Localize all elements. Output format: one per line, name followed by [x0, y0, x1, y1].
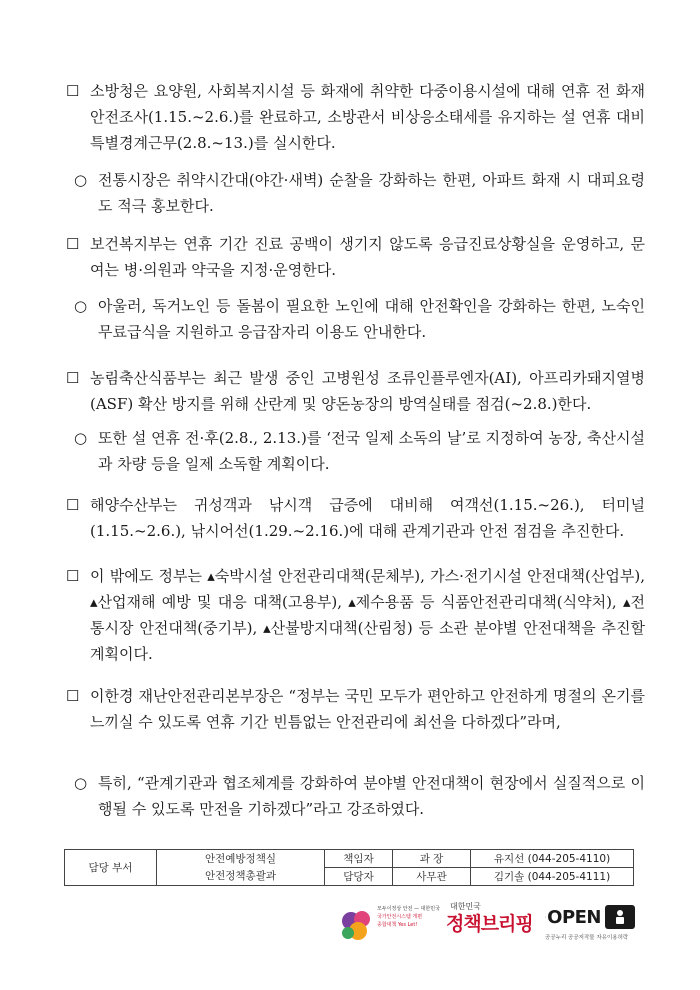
- paragraph-text: 해양수산부는 귀성객과 낚시객 급증에 대비해 여객선(1.15.~26.), 터미널(1.15.~2.6.), 낚시어선(1.29.~2.16.)에 대해 관계기관과 안전 점검을 추진한다.: [90, 496, 645, 540]
- campaign-text-line: 국가안전시스템 개편: [377, 914, 423, 920]
- square-bullet-icon: ☐: [66, 235, 80, 253]
- paragraph-other-measures: [60, 563, 645, 667]
- paragraph-agriculture: [60, 365, 645, 417]
- campaign-text-line: 모두이정상 안전 — 대한민국: [377, 906, 440, 912]
- dept-label-cell: 담당 부서: [65, 850, 157, 886]
- paragraph-traditional-market: [68, 167, 645, 219]
- policy-briefing-logo: [446, 901, 538, 949]
- campaign-emblem-icon: [340, 909, 374, 943]
- dept-name-line: 안전예방정책실: [204, 852, 276, 865]
- paragraph-health-welfare: [60, 231, 645, 283]
- paragraph-text: 이 밖에도 정부는 ▴숙박시설 안전관리대책(문체부), 가스·전기시설 안전대책(산업부), ▴산업재해 예방 및 대응 대책(고용부), ▴제수용품 등 식품안전관리대책(식약처), ▴전통시장 안전대책(중기부), ▴산불방지대책(산림청) 등 소관 분야별 안전대책을 추진할 계획이다.: [90, 567, 645, 663]
- paragraph-text: 전통시장은 취약시간대(야간·새벽) 순찰을 강화하는 한편, 아파트 화재 시 대피요령도 적극 홍보한다.: [98, 171, 645, 215]
- circle-bullet-icon: ○: [74, 171, 88, 189]
- paragraph-elderly-care: [68, 293, 645, 345]
- paragraph-fire-agency: [60, 78, 645, 156]
- paragraph-director-quote: [60, 683, 645, 735]
- paragraph-text: 보건복지부는 연휴 기간 진료 공백이 생기지 않도록 응급진료상황실을 운영하고, 문 여는 병·의원과 약국을 지정·운영한다.: [90, 235, 645, 279]
- attribution-badge-icon: [605, 905, 635, 929]
- contact-table: [64, 849, 634, 886]
- open-license-logo: [545, 903, 639, 945]
- paragraph-oceans-fisheries: [60, 492, 645, 544]
- open-word: OPEN: [547, 906, 601, 928]
- square-bullet-icon: ☐: [66, 369, 80, 387]
- square-bullet-icon: ☐: [66, 82, 80, 100]
- briefing-small-text: 대한민국: [450, 902, 481, 911]
- open-circle-icon: [545, 909, 546, 925]
- table-row: [65, 850, 634, 868]
- square-bullet-icon: ☐: [66, 567, 80, 585]
- circle-bullet-icon: ○: [74, 297, 88, 315]
- paragraph-text: 소방청은 요양원, 사회복지시설 등 화재에 취약한 다중이용시설에 대해 연휴 전 화재안전조사(1.15.~2.6.)를 완료하고, 소방관서 비상응소태세를 유지하는 설 연휴 대비 특별경계근무(2.8.~13.)를 실시한다.: [90, 82, 645, 152]
- paragraph-text: 농림축산식품부는 최근 발생 중인 고병원성 조류인플루엔자(AI), 아프리카돼지열병(ASF) 확산 방지를 위해 산란계 및 양돈농장의 방역실태를 점검(~2.8.)한다.: [90, 369, 645, 413]
- person-cell: 유지선 (044-205-4110): [471, 850, 634, 868]
- paragraph-text: 이한경 재난안전관리본부장은 “정부는 국민 모두가 편안하고 안전하게 명절의 온기를 느끼실 수 있도록 연휴 기간 빈틈없는 안전관리에 최선을 다하겠다”라며,: [90, 687, 645, 731]
- paragraph-text: 또한 설 연휴 전·후(2.8., 2.13.)를 ‘전국 일제 소독의 날’로 지정하여 농장, 축산시설과 차량 등을 일제 소독할 계획이다.: [98, 429, 645, 473]
- square-bullet-icon: ☐: [66, 496, 80, 514]
- dept-name-cell: [157, 850, 325, 886]
- title-cell: 사무관: [393, 868, 471, 886]
- person-cell: 김기솔 (044-205-4111): [471, 868, 634, 886]
- circle-bullet-icon: ○: [74, 429, 88, 447]
- footer-logos: [0, 895, 700, 955]
- role-cell: 책임자: [325, 850, 393, 868]
- circle-bullet-icon: ○: [74, 774, 88, 792]
- campaign-text-line: 종합대책 Yes Let!: [377, 922, 418, 928]
- open-caption: 공공누리 공공저작물 자유이용허락: [545, 935, 629, 941]
- role-cell: 담당자: [325, 868, 393, 886]
- title-cell: 과 장: [393, 850, 471, 868]
- paragraph-text: 아울러, 독거노인 등 돌봄이 필요한 노인에 대해 안전확인을 강화하는 한편, 노숙인 무료급식을 지원하고 응급잠자리 이용도 안내한다.: [98, 297, 645, 341]
- campaign-logo: [340, 901, 444, 949]
- paragraph-disinfection-day: [68, 425, 645, 477]
- briefing-title-text: 정책브리핑: [446, 913, 533, 935]
- paragraph-emphasis: [68, 770, 645, 822]
- square-bullet-icon: ☐: [66, 687, 80, 705]
- paragraph-text: 특히, “관계기관과 협조체계를 강화하여 분야별 안전대책이 현장에서 실질적으로 이행될 수 있도록 만전을 기하겠다”라고 강조하였다.: [98, 774, 645, 818]
- dept-name-line: 안전정책총괄과: [204, 869, 276, 882]
